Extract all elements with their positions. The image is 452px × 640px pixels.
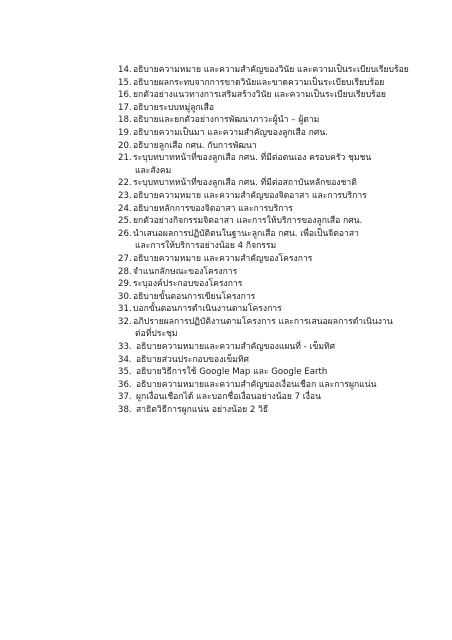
item-number: 21. — [118, 153, 132, 164]
list-item — [118, 215, 418, 228]
list-item — [118, 291, 418, 304]
item-text: ยกตัวอย่างแนวทางการเสริมสร้างวินัย และความเป็นระเบียบเรียบร้อย — [133, 90, 386, 101]
item-number: 29. — [118, 279, 132, 290]
list-item — [118, 354, 418, 367]
item-number: 33. — [118, 342, 132, 353]
item-text-block — [133, 303, 418, 316]
item-text-block — [133, 89, 418, 102]
item-number: 35. — [118, 367, 132, 378]
item-text-block — [133, 278, 418, 291]
list-item — [118, 102, 418, 115]
item-number: 15. — [118, 77, 132, 88]
item-number: 30. — [118, 291, 132, 302]
item-text: ผูกเงื่อนเชือกได้ และบอกชื่อเงื่อนอย่างน้อย 7 เงื่อน — [136, 392, 321, 403]
item-text-continuation: และสังคม — [135, 165, 172, 176]
item-text-block — [133, 404, 418, 417]
item-text: ระบุบทบาทหน้าที่ของลูกเสือ กศน. ที่มีต่อตนเอง ครอบครัว ชุมชน — [133, 153, 372, 164]
item-text-block — [133, 140, 418, 153]
list-item — [118, 203, 418, 216]
item-text-block — [133, 316, 418, 341]
item-number: 18. — [118, 115, 132, 126]
item-text: ระบุบทบาทหน้าที่ของลูกเสือ กศน. ที่มีต่อสถาบันหลักของชาติ — [133, 178, 357, 189]
item-text: ยกตัวอย่างกิจกรรมจิตอาสา และการให้บริการของลูกเสือ กศน. — [133, 216, 363, 227]
item-text: อธิบายวิธีการใช้ Google Map และ Google Earth — [136, 367, 328, 378]
item-text: อธิบายส่วนประกอบของเข็มทิศ — [136, 354, 250, 365]
item-text-block — [133, 152, 418, 177]
item-text-block — [133, 266, 418, 279]
item-number: 25. — [118, 216, 132, 227]
list-item — [118, 391, 418, 404]
item-number: 20. — [118, 140, 132, 151]
item-text: อธิบายความหมาย และความสำคัญของโครงการ — [133, 253, 313, 264]
item-text: อธิบายความหมาย และความสำคัญของจิตอาสา และการบริการ — [133, 190, 367, 201]
list-item — [118, 379, 418, 392]
list-item — [118, 177, 418, 190]
list-item — [118, 228, 418, 253]
item-text-block — [133, 127, 418, 140]
item-text-block — [133, 215, 418, 228]
item-text-block — [133, 391, 418, 404]
item-text-block — [133, 291, 418, 304]
item-text-block — [133, 64, 418, 77]
item-text-block — [133, 341, 418, 354]
item-text: อธิบายระบบหมู่ลูกเสือ — [133, 102, 215, 113]
item-number: 38. — [118, 405, 132, 416]
list-item — [118, 140, 418, 153]
item-text: อธิบายความหมายและความสำคัญของแผนที่ - เข็มทิศ — [136, 342, 336, 353]
item-number: 24. — [118, 203, 132, 214]
item-text: อธิบายผลกระทบจากการขาดวินัยและขาดความเป็นระเบียบเรียบร้อย — [133, 77, 385, 88]
item-text: อธิบายขั้นตอนการเขียนโครงการ — [133, 291, 256, 302]
item-text: อธิบายหลักการของจิตอาสา และการบริการ — [133, 203, 293, 214]
item-number: 32. — [118, 316, 132, 327]
item-text-block — [133, 177, 418, 190]
item-text-block — [133, 253, 418, 266]
list-item — [118, 266, 418, 279]
item-text: อธิบายลูกเสือ กศน. กับการพัฒนา — [133, 140, 257, 151]
list-item — [118, 404, 418, 417]
list-item — [118, 366, 418, 379]
item-number: 26. — [118, 228, 132, 239]
item-text: บอกขั้นตอนการดำเนินงานตามโครงการ — [133, 304, 282, 315]
item-number: 28. — [118, 266, 132, 277]
list-item — [118, 127, 418, 140]
list-item — [118, 89, 418, 102]
item-text: อภิปรายผลการปฏิบัติงานตามโครงการ และการเสนอผลการดำเนินงาน — [133, 316, 393, 327]
list-item — [118, 253, 418, 266]
item-number: 27. — [118, 253, 132, 264]
objectives-list — [118, 64, 418, 417]
item-number: 23. — [118, 190, 132, 201]
item-text-block — [133, 190, 418, 203]
item-text: สาธิตวิธีการผูกแน่น อย่างน้อย 2 วิธี — [136, 405, 269, 416]
item-text-continuation: และการให้บริการอย่างน้อย 4 กิจกรรม — [135, 241, 277, 252]
item-text: นำเสนอผลการปฏิบัติตนในฐานะลูกเสือ กศน. เพื่อเป็นจิตอาสา — [133, 228, 359, 239]
list-item — [118, 341, 418, 354]
item-text-block — [133, 102, 418, 115]
item-number: 14. — [118, 65, 132, 75]
item-text-continuation: ต่อที่ประชุม — [135, 329, 178, 340]
item-number: 34. — [118, 354, 132, 365]
item-text-block — [133, 366, 418, 379]
item-number: 19. — [118, 127, 132, 138]
item-text-block — [133, 228, 418, 253]
item-text: อธิบายความหมาย และความสำคัญของวินัย และความเป็นระเบียบเรียบร้อย — [133, 65, 409, 75]
item-number: 36. — [118, 379, 132, 390]
item-text-block — [133, 379, 418, 392]
item-text-block — [133, 77, 418, 90]
item-text-block — [133, 354, 418, 367]
item-number: 17. — [118, 102, 132, 113]
item-number: 16. — [118, 90, 132, 101]
list-item — [118, 114, 418, 127]
list-item — [118, 316, 418, 341]
list-item — [118, 303, 418, 316]
list-item — [118, 64, 418, 77]
item-text: ระบุองค์ประกอบของโครงการ — [133, 279, 243, 290]
list-item — [118, 278, 418, 291]
item-text: จำแนกลักษณะของโครงการ — [133, 266, 238, 277]
item-number: 22. — [118, 178, 132, 189]
list-item — [118, 190, 418, 203]
item-number: 37. — [118, 392, 132, 403]
item-text: อธิบายและยกตัวอย่างการพัฒนาภาวะผู้นำ – ผู้ตาม — [133, 115, 320, 126]
list-item — [118, 77, 418, 90]
item-text: อธิบายความเป็นมา และความสำคัญของลูกเสือ กศน. — [133, 127, 328, 138]
item-text-block — [133, 114, 418, 127]
item-number: 31. — [118, 304, 132, 315]
item-text: อธิบายความหมายและความสำคัญของเงื่อนเชือก และการผูกแน่น — [136, 379, 377, 390]
list-item — [118, 152, 418, 177]
item-text-block — [133, 203, 418, 216]
